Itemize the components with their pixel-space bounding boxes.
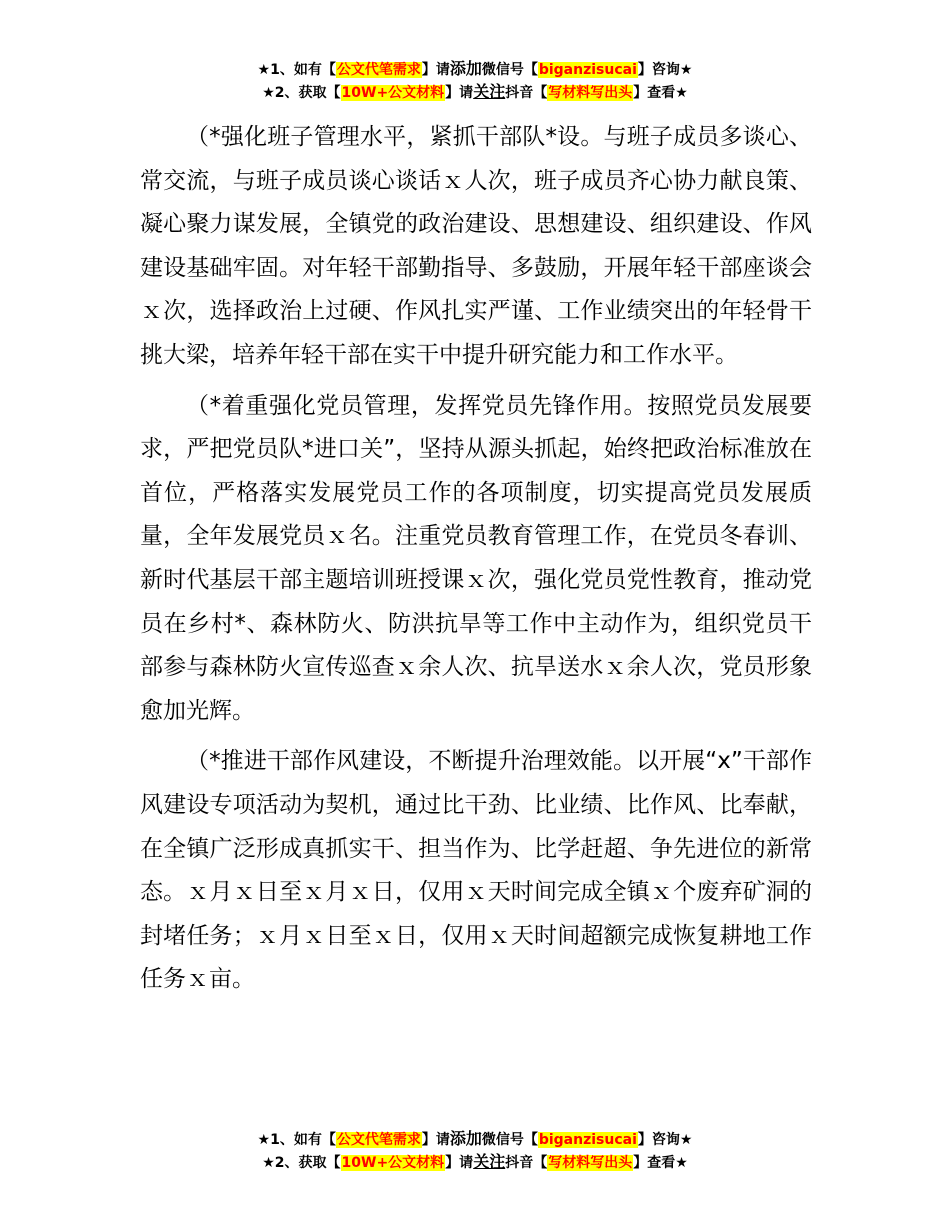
paragraph-leadership: （*强化班子管理水平，紧抓干部队*设。与班子成员多谈心、常交流，与班子成员谈心谈话ｘ人次，班子成员齐心协力献良策、凝心聚力谋发展，全镇党的政治建设、思想建设、组织建设、作风建设基础牢固。对年轻干部勤指导、多鼓励，开展年轻干部座谈会ｘ次，选择政治上过硬、作风扎实严谨、工作业绩突出的年轻骨干挑大梁，培养年轻干部在实干中提升研究能力和工作水平。 [140, 124, 812, 368]
footer-line-2-after-emphasis: 抖音【 [505, 1155, 548, 1171]
header-line-1-prefix: ★1、如有【 [257, 62, 336, 78]
footer-line-1-emphasis: 添加 [449, 1129, 482, 1148]
footer-line-1-suffix: 】咨询★ [637, 1132, 693, 1148]
footer-line-1-prefix: ★1、如有【 [257, 1132, 336, 1148]
header-line-2-middle: 】请 [445, 85, 474, 101]
header-line-1-after-emphasis: 微信号【 [481, 62, 538, 78]
header-line-2-highlight-materials: 10W+公文材料 [341, 85, 445, 101]
header-line-2-prefix: ★2、获取【 [262, 85, 341, 101]
footer-line-2-emphasis: 关注 [473, 1152, 506, 1171]
paragraph-party-members: （*着重强化党员管理，发挥党员先锋作用。按照党员发展要求，严把党员队*进口关”，坚持从源头抓起，始终把政治标准放在首位，严格落实发展党员工作的各项制度，切实提高党员发展质量，全年发展党员ｘ名。注重党员教育管理工作，在党员冬春训、新时代基层干部主题培训班授课ｘ次，强化党员党性教育，推动党员在乡村*、森林防火、防洪抗旱等工作中主动作为，组织党员干部参与森林防火宣传巡查ｘ余人次、抗旱送水ｘ余人次，党员形象愈加光辉。 [140, 392, 812, 724]
footer-line-2-middle: 】请 [445, 1155, 474, 1171]
footer-line-1-middle: 】请 [421, 1132, 450, 1148]
header-line-1-suffix: 】咨询★ [637, 62, 693, 78]
header-line-1-emphasis: 添加 [449, 59, 482, 78]
footer-line-2-suffix: 】查看★ [633, 1155, 688, 1171]
header-line-1 [0, 58, 950, 81]
footer-line-1 [0, 1128, 950, 1151]
header-banner [0, 58, 950, 104]
footer-line-2 [0, 1151, 950, 1174]
header-line-1-middle: 】请 [421, 62, 450, 78]
header-line-1-highlight-service: 公文代笔需求 [336, 62, 421, 78]
header-line-2 [0, 81, 950, 104]
footer-banner [0, 1128, 950, 1174]
header-line-2-emphasis: 关注 [473, 82, 506, 101]
footer-line-2-highlight-douyin: 写材料写出头 [548, 1155, 633, 1171]
document-body [140, 116, 812, 1002]
header-line-2-after-emphasis: 抖音【 [505, 85, 548, 101]
footer-line-2-highlight-materials: 10W+公文材料 [341, 1155, 445, 1171]
footer-line-1-after-emphasis: 微信号【 [481, 1132, 538, 1148]
footer-line-1-highlight-wechat: biganzisucai [538, 1132, 637, 1148]
paragraph-work-style: （*推进干部作风建设，不断提升治理效能。以开展“x”干部作风建设专项活动为契机，通过比干劲、比业绩、比作风、比奉献，在全镇广泛形成真抓实干、担当作为、比学赶超、争先进位的新常态。ｘ月ｘ日至ｘ月ｘ日，仅用ｘ天时间完成全镇ｘ个废弃矿洞的封堵任务；ｘ月ｘ日至ｘ日，仅用ｘ天时间超额完成恢复耕地工作任务ｘ亩。 [140, 748, 812, 993]
header-line-2-highlight-douyin: 写材料写出头 [548, 85, 633, 101]
footer-line-2-prefix: ★2、获取【 [262, 1155, 341, 1171]
header-line-2-suffix: 】查看★ [633, 85, 688, 101]
footer-line-1-highlight-service: 公文代笔需求 [336, 1132, 421, 1148]
header-line-1-highlight-wechat: biganzisucai [538, 62, 637, 78]
